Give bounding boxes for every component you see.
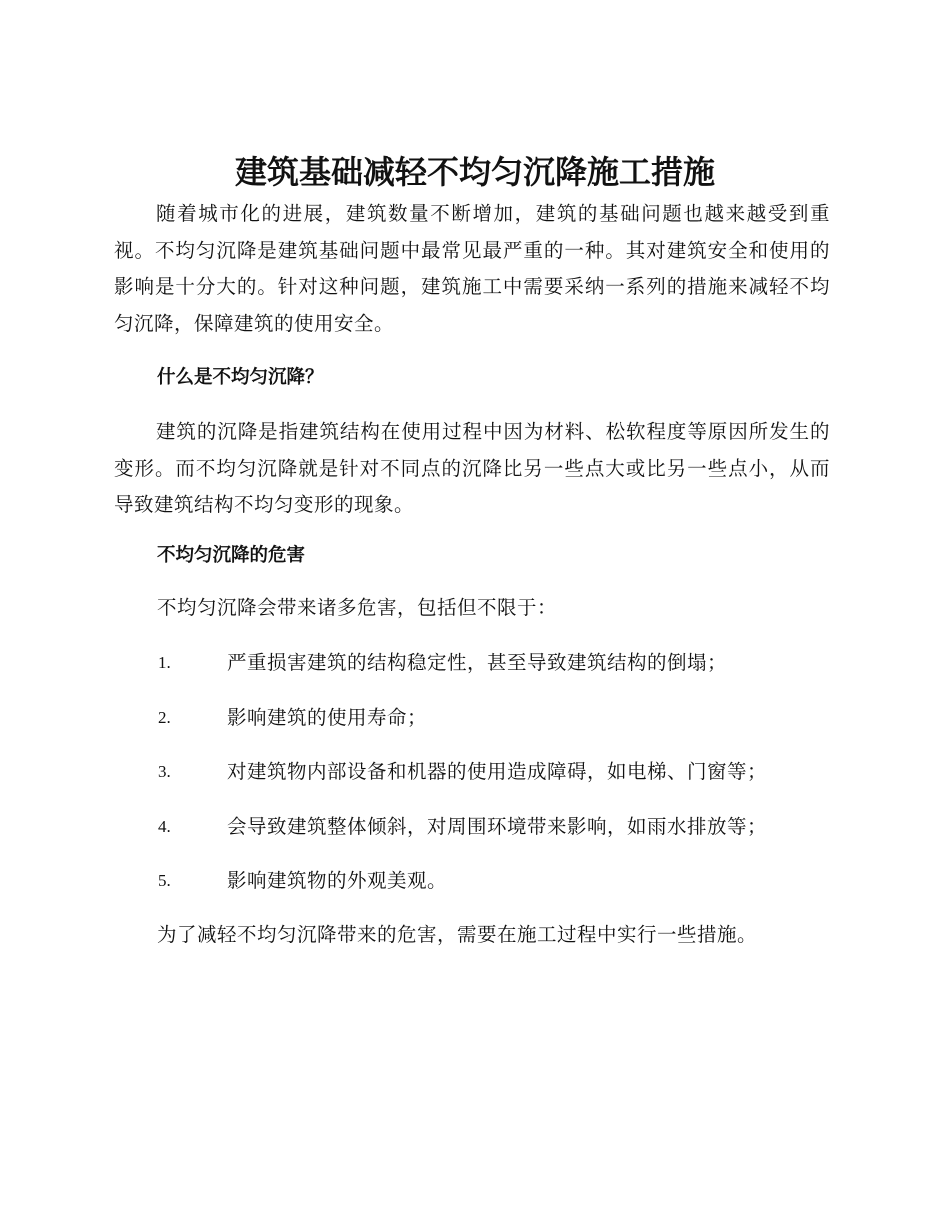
closing-paragraph: 为了减轻不均匀沉降带来的危害，需要在施工过程中实行一些措施。: [157, 923, 758, 946]
list-item-number: 1.: [158, 653, 171, 672]
list-item-number: 3.: [158, 762, 171, 781]
list-item: [0, 757, 950, 787]
intro-paragraph: 随着城市化的进展，建筑数量不断增加，建筑的基础问题也越来越受到重视。不均匀沉降是建筑基础问题中最常见最严重的一种。其对建筑安全和使用的影响是十分大的。针对这种问题，建筑施工中需要采纳一系列的措施来减轻不均匀沉降，保障建筑的使用安全。: [114, 202, 830, 335]
list-item-text: 影响建筑的使用寿命；: [227, 706, 428, 729]
list-item: [0, 703, 950, 733]
section-heading-definition: 什么是不均匀沉降？: [157, 367, 324, 388]
list-item-number: 5.: [158, 871, 171, 890]
hazards-intro: 不均匀沉降会带来诸多危害，包括但不限于：: [157, 596, 558, 619]
list-item-number: 4.: [158, 817, 171, 836]
list-item: [0, 812, 950, 842]
list-item-text: 影响建筑物的外观美观。: [227, 869, 448, 892]
list-item-text: 对建筑物内部设备和机器的使用造成障碍，如电梯、门窗等；: [227, 760, 768, 783]
definition-paragraph: 建筑的沉降是指建筑结构在使用过程中因为材料、松软程度等原因所发生的变形。而不均匀沉降就是针对不同点的沉降比另一些点大或比另一些点小，从而导致建筑结构不均匀变形的现象。: [114, 420, 830, 516]
list-item: [0, 648, 950, 678]
section-heading-hazards: 不均匀沉降的危害: [157, 545, 306, 566]
list-item-text: 严重损害建筑的结构稳定性，甚至导致建筑结构的倒塌；: [227, 651, 728, 674]
list-item-text: 会导致建筑整体倾斜，对周围环境带来影响，如雨水排放等；: [227, 815, 768, 838]
list-item: [0, 866, 950, 896]
document-title: 建筑基础减轻不均匀沉降施工措施: [234, 153, 715, 191]
list-item-number: 2.: [158, 708, 171, 727]
